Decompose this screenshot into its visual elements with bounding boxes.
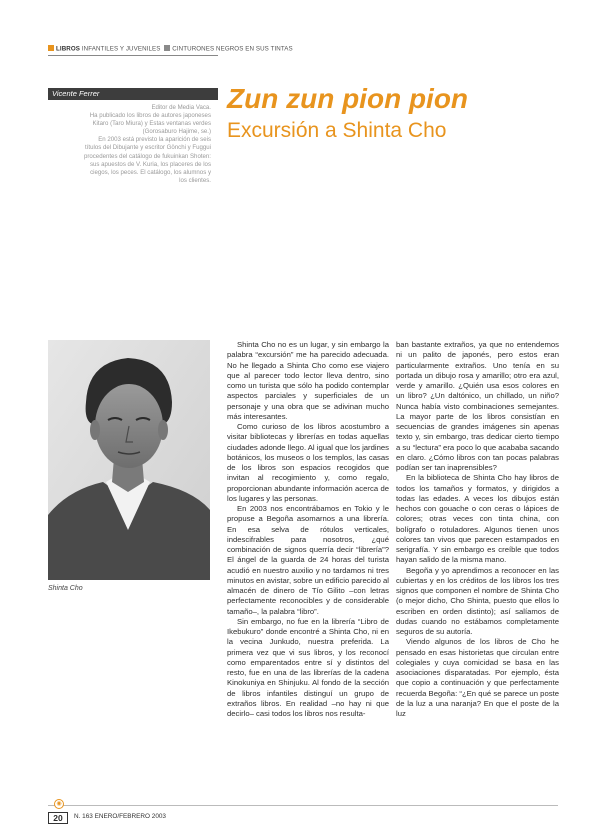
bio-line: En 2003 está previsto la aparición de seis: [98, 136, 211, 144]
section-sublabel: INFANTILES Y JUVENILES: [81, 45, 161, 53]
page-number: 20: [48, 812, 68, 824]
photo-caption: Shinta Cho: [48, 585, 83, 592]
body-paragraph: En 2003 nos encontrábamos en Tokio y le propuse a Begoña asomarnos a una librería. En esa selva de rótulos verticales, indescifrables para nosotros, ¿qué combinación de signos querría decir “librería”? El ángel de la guarda de 24 horas del turista acudió en nuestro auxilio y no tardamos ni tres minutos en avistar, sobre un edificio parecido al almacén de dinero de Tío Gilito –con letras perfectamente reconocibles y de considerable tamaño–, la palabra “libro”.: [227, 504, 389, 616]
body-column-2: [396, 340, 559, 790]
portrait-illustration: [48, 340, 210, 580]
section-square-icon: [48, 45, 54, 51]
footer-divider: [48, 805, 558, 806]
article-title: Zun zun pion pion: [227, 83, 469, 114]
bio-line: procedentes del catálogo de fukuinkan Shoten:: [83, 152, 211, 160]
bio-line: Editor de Media Vaca.: [151, 104, 211, 111]
issue-info: N. 163 ENERO/FEBRERO 2003: [74, 813, 166, 820]
body-paragraph: Como curioso de los libros acostumbro a visitar bibliotecas y librerías en todas aquellas ciudades adonde llego. Al igual que los jardines botánicos, los museos o los templos, las casas de los libros son espacios recogidos que invitan al recogimiento y, como regalo, proporcionan abundante información acerca de los lugares y las personas.: [227, 422, 389, 503]
body-paragraph: Viendo algunos de los libros de Cho he pensado en esas historietas que circulan entre colegiales y cuya comicidad se basa en las asociaciones disparatadas. Por ejemplo, ésta que copio a continuación y que perfectamente recuerda Begoña: “¿En qué se parece un poste de la luz a una naranja? En que el poste de la luz: [396, 637, 559, 718]
section-label: LIBROS: [56, 45, 80, 53]
bio-line: (Gorosaburo Hajime, se.): [142, 128, 211, 136]
body-paragraph: Shinta Cho no es un lugar, y sin embargo la palabra “excursión” me ha parecido adecuada. No he llegado a Shinta Cho como ese viajero que al parecer todo lector lleva dentro, sino como un turista que sólo ha podido contemplar aspectos parciales y superficiales de un personaje y una obra que se adivinan mucho más interesantes.: [227, 340, 389, 421]
section-header: [48, 45, 568, 53]
body-paragraph: ban bastante extraños, ya que no entendemos ni un palito de japonés, pero estos eran particularmente extraños. Uno tenía en su portada un dibujo rosa y amarillo; otro era azul, verde y amarillo. ¿Quién usa esos colores en un libro? ¿Un daltónico, un chillado, un niño? Nunca había visto combinaciones semejantes. La mayor parte de los libros consistían en secuencias de grandes imágenes sin apenas texto y, sin embargo, tras dedicar cierto tiempo a su “lectura” era poco lo que acababa sacando en claro. ¿Cómo libros con tan pocas palabras podían ser tan inaprensibles?: [396, 340, 559, 472]
author-name-bar: [48, 88, 218, 100]
article-subtitle: Excursión a Shinta Cho: [227, 119, 447, 142]
author-portrait-photo: [48, 340, 210, 580]
bio-line: Kitaro (Taro Miura) y Estas ventanas verdes: [92, 120, 211, 128]
author-name: Vicente Ferrer: [52, 89, 100, 98]
subsection-label: CINTURONES NEGROS EN SUS TINTAS: [172, 45, 293, 53]
magazine-logo-icon: ◉: [54, 799, 64, 809]
body-paragraph: Begoña y yo aprendimos a reconocer en las cubiertas y en los créditos de los libros los tres signos que componen el nombre de Shinta Cho (o mejor dicho, Cho Shinta, puesto que ellos lo escriben en orden distinto); así salíamos de dudas cuando no estábamos completamente seguros de su autoría.: [396, 565, 559, 636]
bio-line: Ha publicado los libros de autores japoneses: [89, 112, 211, 120]
author-bio: [48, 104, 211, 185]
body-column-1: [227, 340, 389, 790]
bio-line: títulos del Dibujante y escritor Gönchi y Fuggui: [85, 144, 211, 152]
bio-line: ciegos, los peces. El catálogo, los alumnos y: [90, 168, 211, 176]
body-paragraph: En la biblioteca de Shinta Cho hay libros de todos los tamaños y formatos, y dirigidos a todas las edades. A veces los dibujos están hechos con gouache o con ceras o lápices de colores; otras veces con tinta china, con bolígrafo o rotuladores. Algunos tienen unos colores tan vivos que parecen estampados en serigrafía. Y sin embargo es creíble que todos hayan salido de la misma mano.: [396, 473, 559, 565]
bio-line: los clientes.: [179, 176, 211, 184]
subsection-square-icon: [164, 45, 170, 51]
body-paragraph: Sin embargo, no fue en la librería “Libro de Ikebukuro” donde encontré a Shinta Cho, ni en la vecina Junkudo, nuestra preferida. La primera vez que vi sus libros, y los reconocí como emparentados entre sí y distintos del resto, fue en una de las librerías de la cadena Kinokuniya en Shinjuku. Al fondo de la sección de libros infantiles distinguí un grupo de extraños libros. En realidad –no hay ni que decirlo– casi todos los libros nos resulta-: [227, 616, 389, 718]
header-divider: [48, 55, 218, 56]
bio-line: sus apuestos de V. Kuria, los placeres de los: [89, 160, 211, 168]
